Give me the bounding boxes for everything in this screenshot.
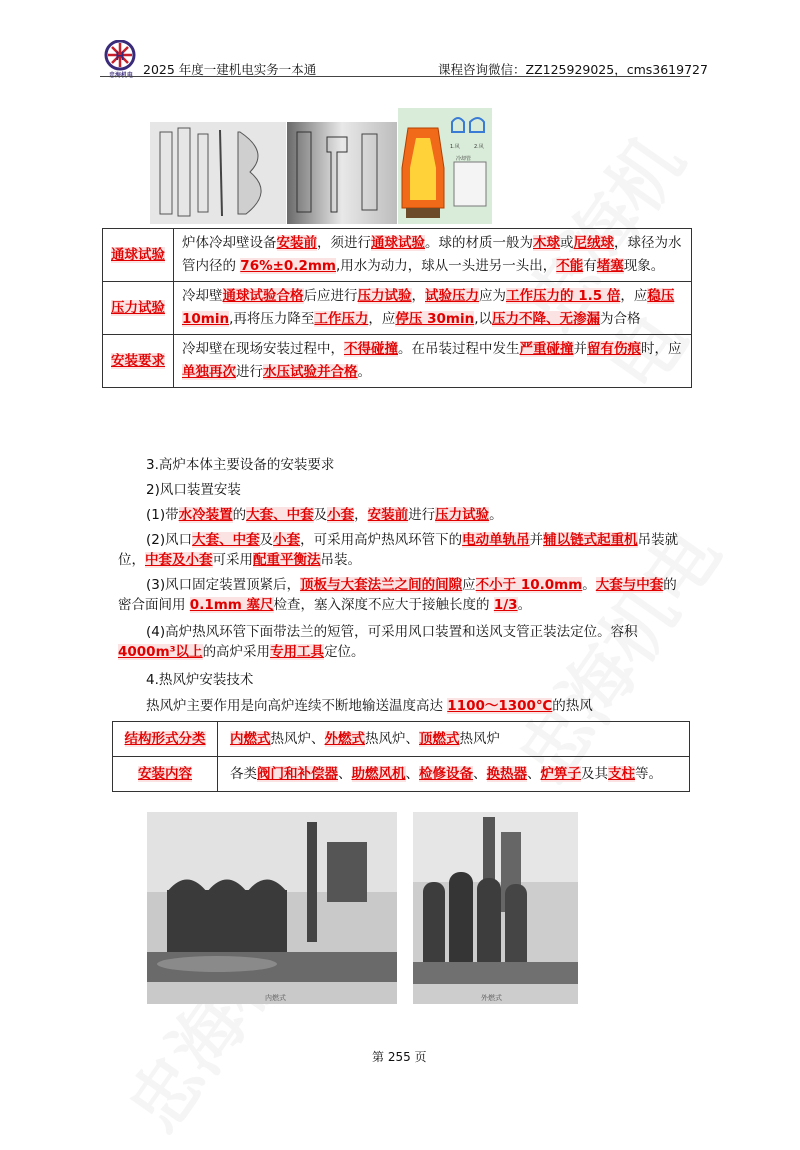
text-segment: 定位。 bbox=[324, 644, 365, 660]
table-row bbox=[103, 335, 692, 388]
text-segment: 热风炉、 bbox=[270, 730, 325, 747]
row-content-cell bbox=[174, 335, 692, 388]
text-segment: 3.高炉本体主要设备的安装要求 bbox=[146, 457, 335, 473]
highlighted-term: 大套、中套 bbox=[192, 532, 260, 548]
text-segment: 。 bbox=[357, 364, 371, 380]
text-segment: 各类 bbox=[230, 765, 257, 782]
text-segment: 。 bbox=[582, 577, 596, 593]
text-segment: ，球径为水管内径的 bbox=[182, 235, 682, 274]
table-row bbox=[113, 722, 690, 757]
highlighted-term: 通球试验合格 bbox=[222, 288, 304, 304]
highlighted-term: 顶板与大套法兰之间的间隙 bbox=[300, 577, 463, 593]
text-segment: (1)带 bbox=[146, 507, 179, 523]
highlighted-term: 试验压力 bbox=[425, 288, 479, 304]
highlighted-term: 换热器 bbox=[486, 765, 527, 782]
text-segment: 冷却壁在现场安装过程中， bbox=[182, 341, 344, 357]
header-contact: 课程咨询微信：ZZ125929025，cms3619727 bbox=[438, 62, 708, 77]
highlighted-term: 水压试验并合格 bbox=[263, 364, 358, 380]
text-segment: ,再将压力降至 bbox=[229, 311, 315, 327]
text-segment: 热风炉 bbox=[459, 730, 500, 747]
text-segment: 。 bbox=[517, 597, 532, 613]
highlighted-term: 安装前 bbox=[276, 235, 317, 251]
row-label-cell bbox=[103, 282, 174, 335]
highlighted-term: 稳压 10min bbox=[182, 288, 675, 327]
highlighted-term: 小套 bbox=[327, 507, 355, 523]
text-segment: 现象。 bbox=[623, 258, 665, 274]
highlighted-term: 不小于 10.0mm bbox=[475, 577, 583, 593]
highlighted-term: 电动单轨吊 bbox=[462, 532, 530, 548]
text-segment: 进行 bbox=[236, 364, 263, 380]
diagram-label: 冷却管 bbox=[456, 156, 472, 162]
text-segment: 、 bbox=[405, 765, 419, 782]
text-segment: (3)风口固定装置顶紧后， bbox=[146, 577, 301, 593]
highlighted-term: 尼绒球 bbox=[573, 235, 614, 251]
text-segment: 及 bbox=[313, 507, 328, 523]
highlighted-term: 外燃式 bbox=[324, 730, 365, 747]
highlighted-term: 支柱 bbox=[608, 765, 635, 782]
text-segment: 的热风 bbox=[552, 698, 593, 714]
text-segment: 时，应 bbox=[641, 341, 682, 357]
text-segment: 吊装就位， bbox=[118, 532, 679, 568]
paragraph bbox=[146, 480, 716, 500]
text-segment: 的高炉采用 bbox=[202, 644, 271, 660]
text-segment: 炉体冷却壁设备 bbox=[182, 235, 277, 251]
text-segment: ，可采用高炉热风环管下的 bbox=[300, 532, 463, 548]
table-row bbox=[103, 282, 692, 335]
stave-sketch-image bbox=[150, 122, 286, 224]
row-label-cell bbox=[113, 722, 218, 757]
highlighted-term: 留有伤痕 bbox=[587, 341, 641, 357]
highlighted-term: 停压 30min bbox=[395, 311, 475, 327]
paragraph bbox=[146, 670, 716, 690]
text-segment: ,以 bbox=[474, 311, 492, 327]
highlighted-term: 大套、中套 bbox=[246, 507, 314, 523]
highlighted-term: 压力试验 bbox=[357, 288, 412, 304]
text-segment: 及 bbox=[259, 532, 274, 548]
diagram-label: 1.风 bbox=[450, 144, 460, 150]
highlighted-term: 内燃式 bbox=[230, 730, 271, 747]
paragraph bbox=[118, 505, 688, 525]
text-segment: ，应 bbox=[620, 288, 648, 304]
highlighted-term: 大套与中套 bbox=[595, 577, 664, 593]
text-segment: 及其 bbox=[581, 765, 608, 782]
highlighted-term: 小套 bbox=[273, 532, 301, 548]
text-segment: ,用水为动力，球从一头进另一头出， bbox=[335, 258, 557, 274]
highlighted-term: 阀门和补偿器 bbox=[257, 765, 338, 782]
text-segment: 应为 bbox=[479, 288, 506, 304]
table-row bbox=[103, 229, 692, 282]
text-segment: 进行 bbox=[408, 507, 436, 523]
photo-caption: 内燃式 bbox=[265, 994, 286, 1002]
text-segment: 应 bbox=[462, 577, 476, 593]
highlighted-term: 压力不降、无渗漏 bbox=[491, 311, 600, 327]
highlighted-term: 1/3 bbox=[493, 597, 518, 613]
photo-caption: 外燃式 bbox=[481, 994, 502, 1002]
highlighted-term: 炉箅子 bbox=[540, 765, 581, 782]
text-segment: ，须进行 bbox=[317, 235, 371, 251]
hot-blast-stove-table bbox=[112, 721, 690, 792]
svg-text:H: H bbox=[115, 49, 125, 63]
highlighted-term: 76%±0.2mm bbox=[240, 258, 336, 274]
highlighted-term: 中套及小套 bbox=[145, 552, 213, 568]
highlighted-term: 配重平衡法 bbox=[253, 552, 321, 568]
text-segment: 并 bbox=[573, 341, 587, 357]
row-label: 压力试验 bbox=[111, 299, 165, 316]
paragraph bbox=[118, 575, 688, 615]
row-label-cell bbox=[103, 229, 174, 282]
highlighted-term: 单独再次 bbox=[182, 364, 236, 380]
header-divider bbox=[100, 76, 690, 77]
paragraph bbox=[118, 622, 688, 662]
text-segment: 2)风口装置安装 bbox=[146, 482, 241, 498]
highlighted-term: 水冷装置 bbox=[178, 507, 233, 523]
text-segment: 、 bbox=[338, 765, 352, 782]
row-label: 安装内容 bbox=[138, 765, 192, 782]
highlighted-term: 木球 bbox=[533, 235, 560, 251]
highlighted-term: 检修设备 bbox=[419, 765, 473, 782]
paragraph bbox=[118, 530, 688, 570]
highlighted-term: 4000m³以上 bbox=[118, 644, 203, 660]
highlighted-term: 堵塞 bbox=[596, 258, 624, 274]
text-segment: 、 bbox=[527, 765, 541, 782]
text-segment: 4.热风炉安装技术 bbox=[146, 672, 254, 688]
highlighted-term: 通球试验 bbox=[371, 235, 425, 251]
text-segment: 的密合面间用 bbox=[118, 577, 677, 613]
text-segment: 热风炉主要作用是向高炉连续不断地输送温度高达 bbox=[146, 698, 448, 714]
highlighted-term: 工作压力 bbox=[314, 311, 369, 327]
header-title: 2025 年度一建机电实务一本通 bbox=[143, 62, 317, 77]
text-segment: 或 bbox=[560, 235, 574, 251]
highlighted-term: 严重碰撞 bbox=[519, 341, 574, 357]
highlighted-term: 安装前 bbox=[367, 507, 409, 523]
text-segment: 为合格 bbox=[599, 311, 641, 327]
highlighted-term: 不能 bbox=[556, 258, 584, 274]
row-content-cell bbox=[174, 229, 692, 282]
text-segment: 可采用 bbox=[212, 552, 253, 568]
row-label-cell bbox=[113, 757, 218, 792]
logo-text: 忠海机电 bbox=[108, 72, 133, 79]
highlighted-term: 压力试验 bbox=[435, 507, 490, 523]
highlighted-term: 0.1mm 塞尺 bbox=[189, 597, 274, 613]
text-segment: ， bbox=[411, 288, 425, 304]
highlighted-term: 助燃风机 bbox=[351, 765, 406, 782]
text-segment: 冷却壁 bbox=[182, 288, 223, 304]
row-label: 安装要求 bbox=[111, 352, 165, 369]
row-label-cell bbox=[103, 335, 174, 388]
internal-combustion-stove-photo bbox=[147, 812, 397, 1004]
highlighted-term: 专用工具 bbox=[270, 644, 325, 660]
highlighted-term: 不得碰撞 bbox=[344, 341, 398, 357]
highlighted-term: 辅以链式起重机 bbox=[543, 532, 638, 548]
text-segment: 有 bbox=[583, 258, 597, 274]
row-content-cell bbox=[218, 722, 690, 757]
highlighted-term: 1100～1300℃ bbox=[447, 698, 553, 714]
text-segment: ， bbox=[354, 507, 368, 523]
page-number: 第 255 页 bbox=[372, 1050, 427, 1064]
furnace-diagram-image bbox=[398, 108, 492, 224]
paragraph bbox=[146, 696, 716, 716]
diagram-label: 2.风 bbox=[474, 144, 484, 150]
text-segment: 。球的材质一般为 bbox=[425, 235, 533, 251]
text-segment: 的 bbox=[232, 507, 247, 523]
text-segment: (2)风口 bbox=[146, 532, 193, 548]
paragraph bbox=[146, 455, 716, 475]
table-row bbox=[113, 757, 690, 792]
text-segment: 。 bbox=[489, 507, 503, 523]
highlighted-term: 顶燃式 bbox=[419, 730, 460, 747]
text-segment: 等。 bbox=[635, 765, 662, 782]
stave-photo-image bbox=[287, 122, 397, 224]
row-label: 结构形式分类 bbox=[124, 730, 206, 747]
text-segment: (4)高炉热风环管下面带法兰的短管，可采用风口装置和送风支管正装法定位。容积 bbox=[146, 624, 638, 640]
row-content-cell bbox=[174, 282, 692, 335]
highlighted-term: 工作压力的 1.5 倍 bbox=[506, 288, 621, 304]
text-segment: 、 bbox=[473, 765, 487, 782]
text-segment: 检查，塞入深度不应大于接触长度的 bbox=[273, 597, 494, 613]
cooling-stave-table bbox=[102, 228, 692, 388]
text-segment: 热风炉、 bbox=[365, 730, 419, 747]
text-segment: 并 bbox=[529, 532, 544, 548]
row-label: 通球试验 bbox=[111, 246, 165, 263]
text-segment: 吊装。 bbox=[320, 552, 361, 568]
external-combustion-stove-photo bbox=[413, 812, 578, 1004]
row-content-cell bbox=[218, 757, 690, 792]
text-segment: ，应 bbox=[368, 311, 396, 327]
text-segment: 后应进行 bbox=[303, 288, 358, 304]
text-segment: 。在吊装过程中发生 bbox=[398, 341, 520, 357]
